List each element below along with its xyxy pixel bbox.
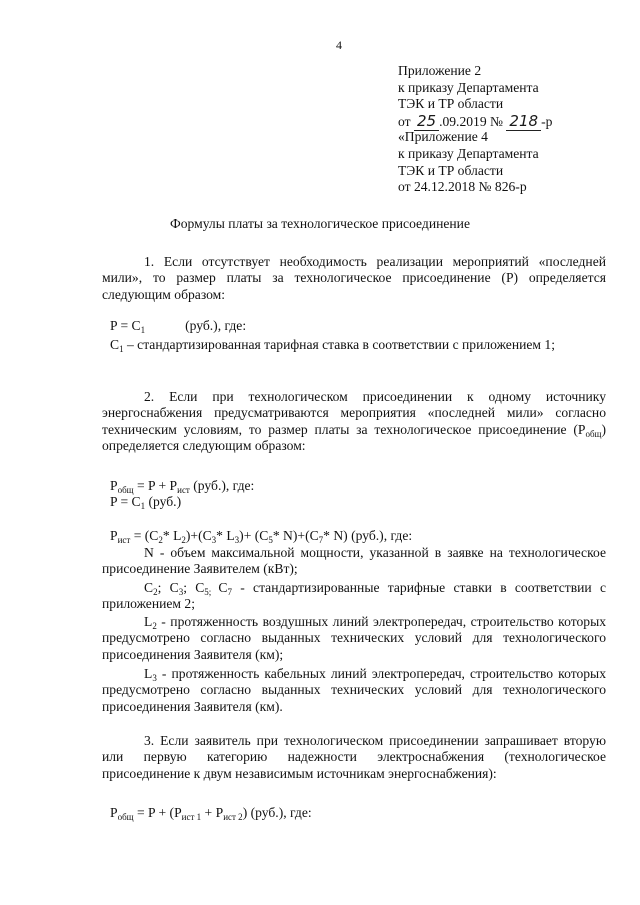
appendix-line: Приложение 2 [398, 63, 482, 78]
c1-definition: $C_1$ – стандартизированная тарифная ставка в соответствии с приложением 1; [110, 337, 556, 354]
appendix-line: к приказу Департамента [398, 79, 539, 95]
n-definition: N - объем максимальной мощности, указанной в заявке на технологическое присоединение Заявителем (кВт); [102, 545, 606, 577]
paragraph-1: 1. Если отсутствует необходимость реализации мероприятий «последней мили», то размер платы за технологическое присоединение (P) определяется следующим образом: [102, 254, 606, 302]
appendix-line: от 24.12.2018 № 826-р [398, 179, 527, 195]
document-title: Формулы платы за технологическое присоединение [169, 216, 470, 231]
paragraph-2: 2. Если при технологическом присоединении к одному источнику энергоснабжения предусматриваются мероприятия «последней мили» согласно техническим условиям, то размер платы за технологическое присоединение $(P_{общ})$ определяется следующим образом: [102, 389, 606, 454]
appendix-line: к приказу Департамента [398, 145, 539, 161]
c-rates-definition: $C_2$; $C_3$; $C_{5;}$ $C_7$ - стандартизированные тарифные ставки в соответствии с приложением 2; [102, 580, 606, 612]
handwritten-day: 25 [414, 112, 439, 131]
formula-2: $P_{общ} = P + P_{ист}$ (руб.), где: [110, 478, 255, 495]
page-number: 4 [336, 38, 342, 52]
appendix-line: ТЭК и ТР области [398, 96, 504, 112]
formula-5: $P_{общ} = P + (P_{ист 1} + P_{ист 2})$ (руб.), где: [110, 805, 312, 822]
appendix-header [398, 63, 628, 196]
appendix-date-line: от 25 .09.2019 № 218 -р [398, 111, 553, 130]
formula-3: $P = C_1$ (руб.) [110, 494, 182, 511]
formula-1: $P = C_1$ (руб.), где: [110, 318, 247, 335]
l3-definition: $L_3$ - протяженность кабельных линий электропередач, строительство которых предусмотрено согласно выданных технических условий для технологического присоединения Заявителя (км). [102, 666, 606, 714]
appendix-line: ТЭК и ТР области [398, 162, 504, 178]
handwritten-number: 218 [506, 112, 541, 131]
appendix-line: «Приложение 4 [398, 129, 488, 145]
l2-definition: $L_2$ - протяженность воздушных линий электропередач, строительство которых предусмотрено согласно выданных технических условий для технологического присоединения Заявителя (км); [102, 614, 606, 662]
formula-4: $P_{ист} = (C_2*$ $L_2)+(C_3*$ $L_3)+ (C_5*$ $N)+(C_7*$ N) (руб.), где: [110, 528, 413, 545]
paragraph-3: 3. Если заявитель при технологическом присоединении запрашивает вторую или первую категорию надежности электроснабжения (технологическое присоединение к двум независимым источникам энергоснабжения): [102, 733, 606, 781]
